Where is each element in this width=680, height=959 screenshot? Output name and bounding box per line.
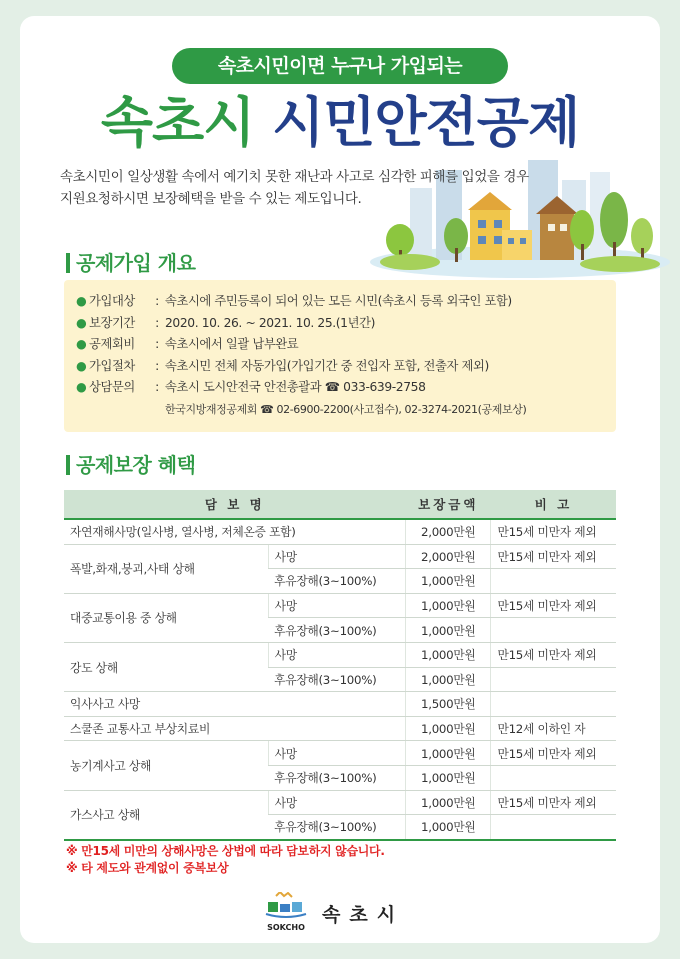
coverage-amount: 1,000만원 (406, 593, 491, 618)
intro-text (60, 166, 630, 210)
intro-line: 속초시민이 일상생활 속에서 예기치 못한 재난과 사고로 심각한 피해를 입었을 경우 (60, 169, 529, 185)
footer-city-name: 속초시 (322, 904, 405, 926)
overview-value: 2020. 10. 26. ~ 2021. 10. 25.(1년간) (165, 315, 375, 330)
coverage-note: 만15세 미만자 제외 (491, 519, 616, 544)
overview-label: 공제회비 (89, 337, 135, 351)
overview-label: 가입절차 (89, 358, 135, 373)
table-row (64, 642, 616, 667)
coverage-note: 만15세 미만자 제외 (491, 790, 616, 815)
overview-row-continued (76, 399, 604, 421)
colon: : (155, 315, 159, 330)
overview-row (76, 334, 604, 356)
coverage-type: 사망 (268, 544, 405, 569)
page-title (0, 90, 680, 156)
bullet-icon: ● (76, 358, 87, 373)
bullet-icon: ● (76, 380, 87, 394)
coverage-amount: 1,000만원 (406, 790, 491, 815)
coverage-note: 만15세 미만자 제외 (491, 642, 616, 667)
colon: : (155, 358, 159, 373)
footnote: ※ 만15세 미만의 상해사망은 상법에 따라 담보하지 않습니다. (66, 844, 385, 858)
overview-value: 한국지방재정공제회 ☎ 02-6900-2200(사고접수), 02-3274-2021(공제보상) (165, 402, 527, 416)
heading-bar (66, 253, 70, 273)
table-row (64, 593, 616, 618)
table-row (64, 692, 616, 717)
column-header: 보장금액 (406, 490, 491, 519)
intro-line: 지원요청하시면 보장혜택을 받을 수 있는 제도입니다. (60, 191, 362, 207)
coverage-type: 후유장해(3~100%) (268, 569, 405, 594)
sokcho-logo-icon (262, 892, 310, 932)
footnote: ※ 타 제도와 관계없이 중복보상 (66, 861, 229, 875)
coverage-amount: 1,000만원 (406, 741, 491, 766)
overview-row (76, 356, 604, 378)
coverage-name: 익사사고 사망 (64, 692, 406, 717)
table-row (64, 716, 616, 741)
bullet-icon: ● (76, 294, 87, 308)
coverage-type: 후유장해(3~100%) (268, 765, 405, 790)
coverage-type: 사망 (268, 741, 405, 766)
coverage-note: 만15세 미만자 제외 (491, 544, 616, 569)
coverage-name: 폭발,화재,붕괴,사태 상해 (64, 544, 268, 593)
coverage-type: 사망 (268, 642, 405, 667)
table-row (64, 519, 616, 544)
overview-row (76, 313, 604, 335)
benefits-table (64, 490, 616, 841)
colon: : (155, 294, 159, 308)
coverage-type: 후유장해(3~100%) (268, 667, 405, 692)
overview-row (76, 377, 604, 399)
bullet-icon: ● (76, 315, 87, 330)
footnotes (66, 843, 385, 877)
table-row (64, 544, 616, 569)
overview-value: 속초시에서 일괄 납부완료 (165, 337, 299, 351)
overview-value: 속초시 도시안전국 안전총괄과 ☎ 033-639-2758 (165, 380, 426, 394)
column-header: 비 고 (491, 490, 616, 519)
coverage-note (491, 815, 616, 840)
coverage-name: 스쿨존 교통사고 부상치료비 (64, 716, 406, 741)
overview-value: 속초시에 주민등록이 되어 있는 모든 시민(속초시 등록 외국인 포함) (165, 294, 512, 308)
table-row (64, 741, 616, 766)
coverage-amount: 2,000만원 (406, 519, 491, 544)
coverage-note (491, 765, 616, 790)
header-pill: 속초시민이면 누구나 가입되는 (172, 48, 508, 84)
coverage-note (491, 618, 616, 643)
overview-label: 상담문의 (89, 380, 135, 394)
overview-row (76, 291, 604, 313)
coverage-amount: 1,000만원 (406, 716, 491, 741)
coverage-name: 강도 상해 (64, 642, 268, 691)
coverage-note (491, 569, 616, 594)
coverage-name: 가스사고 상해 (64, 790, 268, 840)
heading-bar (66, 455, 70, 475)
table-row (64, 790, 616, 815)
coverage-note: 만12세 이하인 자 (491, 716, 616, 741)
coverage-amount: 1,000만원 (406, 667, 491, 692)
coverage-name: 대중교통이용 중 상해 (64, 593, 268, 642)
overview-label: 가입대상 (89, 294, 135, 308)
coverage-amount: 1,000만원 (406, 765, 491, 790)
coverage-type: 사망 (268, 593, 405, 618)
coverage-name: 자연재해사망(일사병, 열사병, 저체온증 포함) (64, 519, 406, 544)
benefits-heading: 공제보장 혜택 (66, 452, 195, 478)
coverage-amount: 1,000만원 (406, 569, 491, 594)
coverage-amount: 1,000만원 (406, 642, 491, 667)
overview-label: 보장기간 (89, 315, 135, 330)
coverage-type: 후유장해(3~100%) (268, 618, 405, 643)
overview-box (64, 280, 616, 432)
column-header: 담 보 명 (64, 490, 406, 519)
colon: : (155, 380, 159, 394)
coverage-name: 농기계사고 상해 (64, 741, 268, 790)
coverage-amount: 2,000만원 (406, 544, 491, 569)
colon: : (155, 337, 159, 351)
overview-value: 속초시민 전체 자동가입(가입기간 중 전입자 포함, 전출자 제외) (165, 358, 489, 373)
logo-caption: SOKCHO (267, 923, 305, 932)
title-program: 시민안전공제 (272, 91, 580, 154)
coverage-amount: 1,000만원 (406, 815, 491, 840)
coverage-note: 만15세 미만자 제외 (491, 741, 616, 766)
coverage-type: 사망 (268, 790, 405, 815)
coverage-note (491, 692, 616, 717)
table-header-row (64, 490, 616, 519)
coverage-note: 만15세 미만자 제외 (491, 593, 616, 618)
overview-heading: 공제가입 개요 (66, 250, 195, 276)
coverage-amount: 1,500만원 (406, 692, 491, 717)
coverage-note (491, 667, 616, 692)
title-city: 속초시 (100, 91, 255, 154)
bullet-icon: ● (76, 337, 87, 351)
coverage-type: 후유장해(3~100%) (268, 815, 405, 840)
coverage-amount: 1,000만원 (406, 618, 491, 643)
